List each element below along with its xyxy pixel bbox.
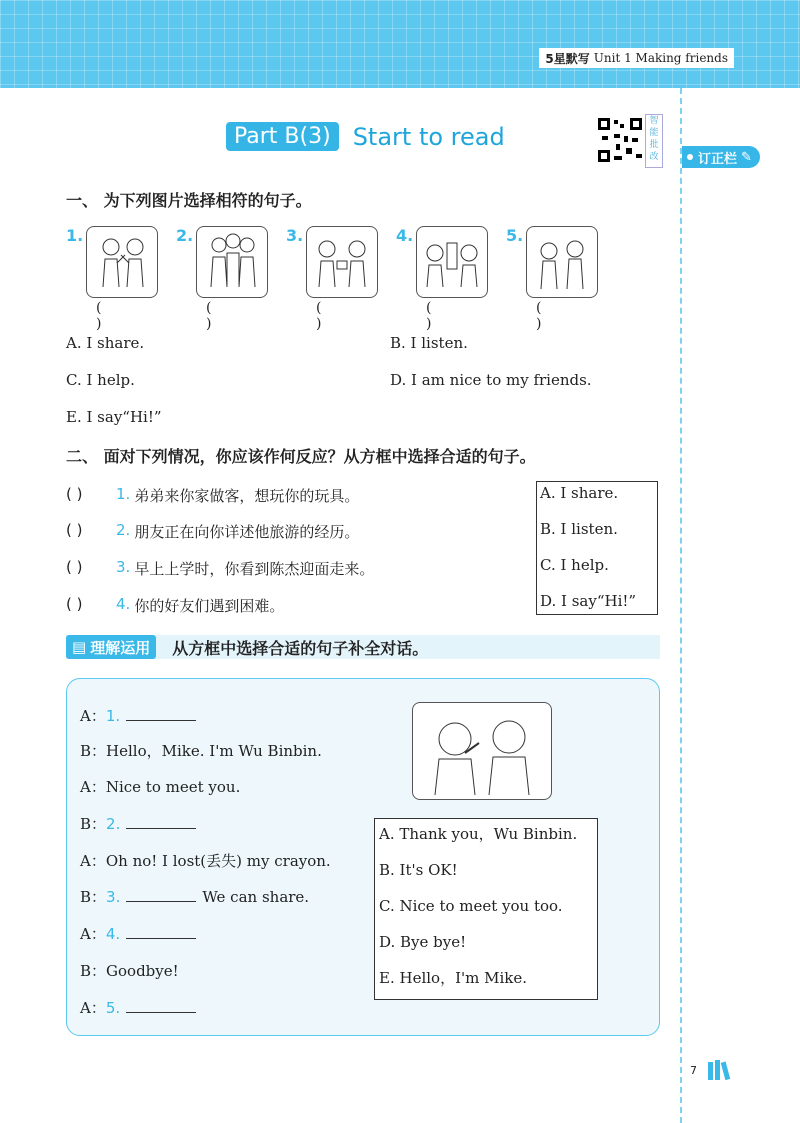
picture-number: 2. [176,226,194,245]
speaker: A： [80,778,106,796]
picture-number: 4. [396,226,414,245]
answer-paren[interactable]: ( ) [66,521,83,539]
blank-number: 3. [106,888,121,906]
books-icon [706,1058,736,1080]
dialog-line-5 [80,850,331,871]
row-number: 1. [116,485,131,503]
book-icon: ▤ [72,638,87,656]
picture-1 [86,226,158,298]
dialog-line-1 [80,705,196,726]
part-badge: Part B(3) [226,122,339,151]
dialog-line-7 [80,923,196,944]
answer-blank[interactable] [126,706,196,721]
situation-text: 你的好友们遇到困难。 [134,597,285,615]
situation-text: 朋友正在向你详述他旅游的经历。 [134,523,360,541]
answer-paren[interactable]: ( ) [536,300,542,332]
answer-paren[interactable]: ( ) [66,558,83,576]
speaker: A： [80,707,106,725]
answer-blank[interactable] [126,814,196,829]
dialog-line-8 [80,960,179,981]
picture-5 [526,226,598,298]
page-number: 7 [690,1064,697,1077]
situation-row-1 [66,485,359,506]
dialog-line-2 [80,740,322,761]
option-c: C. I help. [66,371,135,389]
situation-row-4 [66,595,284,616]
row-number: 2. [116,521,131,539]
section1-title: 一、 为下列图片选择相符的句子。 [66,191,312,210]
choice-item: C. I help. [540,556,609,574]
apply-tag-text: 理解运用 [90,638,151,657]
dialog-text: Hello，Mike. I'm Wu Binbin. [106,742,322,760]
answer-blank[interactable] [126,924,196,939]
speaker: A： [80,852,106,870]
part-title [226,122,505,151]
choice-item: A. Thank you，Wu Binbin. [379,825,578,843]
choice-item: D. Bye bye! [379,933,467,951]
correction-label-text: 订正栏 [698,151,738,167]
apply-section-bar [66,635,660,659]
speaker: A： [80,925,106,943]
apply-tag [66,635,156,659]
option-d: D. I am nice to my friends. [390,371,592,389]
answer-paren[interactable]: ( ) [66,485,83,503]
correction-label [682,146,760,168]
dialog-picture [412,702,552,800]
choice-box-2 [536,481,658,615]
option-b: B. I listen. [390,334,468,352]
choice-item: E. Hello，I'm Mike. [379,969,528,987]
blank-number: 5. [105,999,121,1017]
dot-icon [687,154,693,160]
blank-number: 1. [105,707,121,725]
dialog-text: Oh no! I lost(丢失) my crayon. [105,852,331,870]
situation-row-3 [66,558,374,579]
choice-item: A. I share. [540,484,619,502]
answer-paren[interactable]: ( ) [66,595,83,613]
smart-grading-label: 智能批改 [645,114,663,168]
pencil-icon: ✎ [741,149,752,165]
unit-label: Unit 1 Making friends [593,51,728,65]
answer-paren[interactable]: ( ) [206,300,212,332]
dialog-text: We can share. [202,888,310,906]
choice-item: B. It's OK! [379,861,458,879]
situation-text: 弟弟来你家做客，想玩你的玩具。 [134,487,360,505]
correction-column [680,88,800,1123]
choice-item: B. I listen. [540,520,618,538]
dialog-text: Goodbye! [106,962,179,980]
brand-label: 5星默写 [545,51,590,66]
picture-3 [306,226,378,298]
speaker: B： [80,742,107,760]
qr-code-icon[interactable] [596,116,644,164]
option-e: E. I say“Hi!” [66,408,162,426]
answer-blank[interactable] [126,887,196,902]
blank-number: 2. [106,815,121,833]
header-band [0,0,800,88]
speaker: B： [80,962,107,980]
picture-2 [196,226,268,298]
dialog-line-4 [80,813,196,834]
speaker: A： [80,999,106,1017]
answer-paren[interactable]: ( ) [426,300,432,332]
option-a: A. I share. [66,334,145,352]
picture-number: 1. [66,226,84,245]
blank-number: 4. [105,925,121,943]
section3-title: 从方框中选择合适的句子补全对话。 [172,638,429,658]
picture-number: 3. [286,226,304,245]
speaker: B： [80,888,107,906]
header-label [539,48,734,68]
dialog-text: Nice to meet you. [105,778,241,796]
answer-paren[interactable]: ( ) [96,300,102,332]
row-number: 4. [116,595,131,613]
answer-paren[interactable]: ( ) [316,300,322,332]
choice-box-3 [374,818,598,1000]
choice-item: C. Nice to meet you too. [379,897,563,915]
part-name: Start to read [352,122,505,151]
picture-4 [416,226,488,298]
picture-number: 5. [506,226,524,245]
situation-text: 早上上学时，你看到陈杰迎面走来。 [134,560,375,578]
answer-blank[interactable] [126,998,196,1013]
dialog-line-3 [80,776,240,797]
section2-title: 二、 面对下列情况，你应该作何反应？从方框中选择合适的句子。 [66,447,536,466]
speaker: B： [80,815,107,833]
choice-item: D. I say“Hi!” [540,592,637,610]
situation-row-2 [66,521,359,542]
dialog-line-9 [80,997,196,1018]
row-number: 3. [116,558,131,576]
dialog-line-6 [80,886,309,907]
